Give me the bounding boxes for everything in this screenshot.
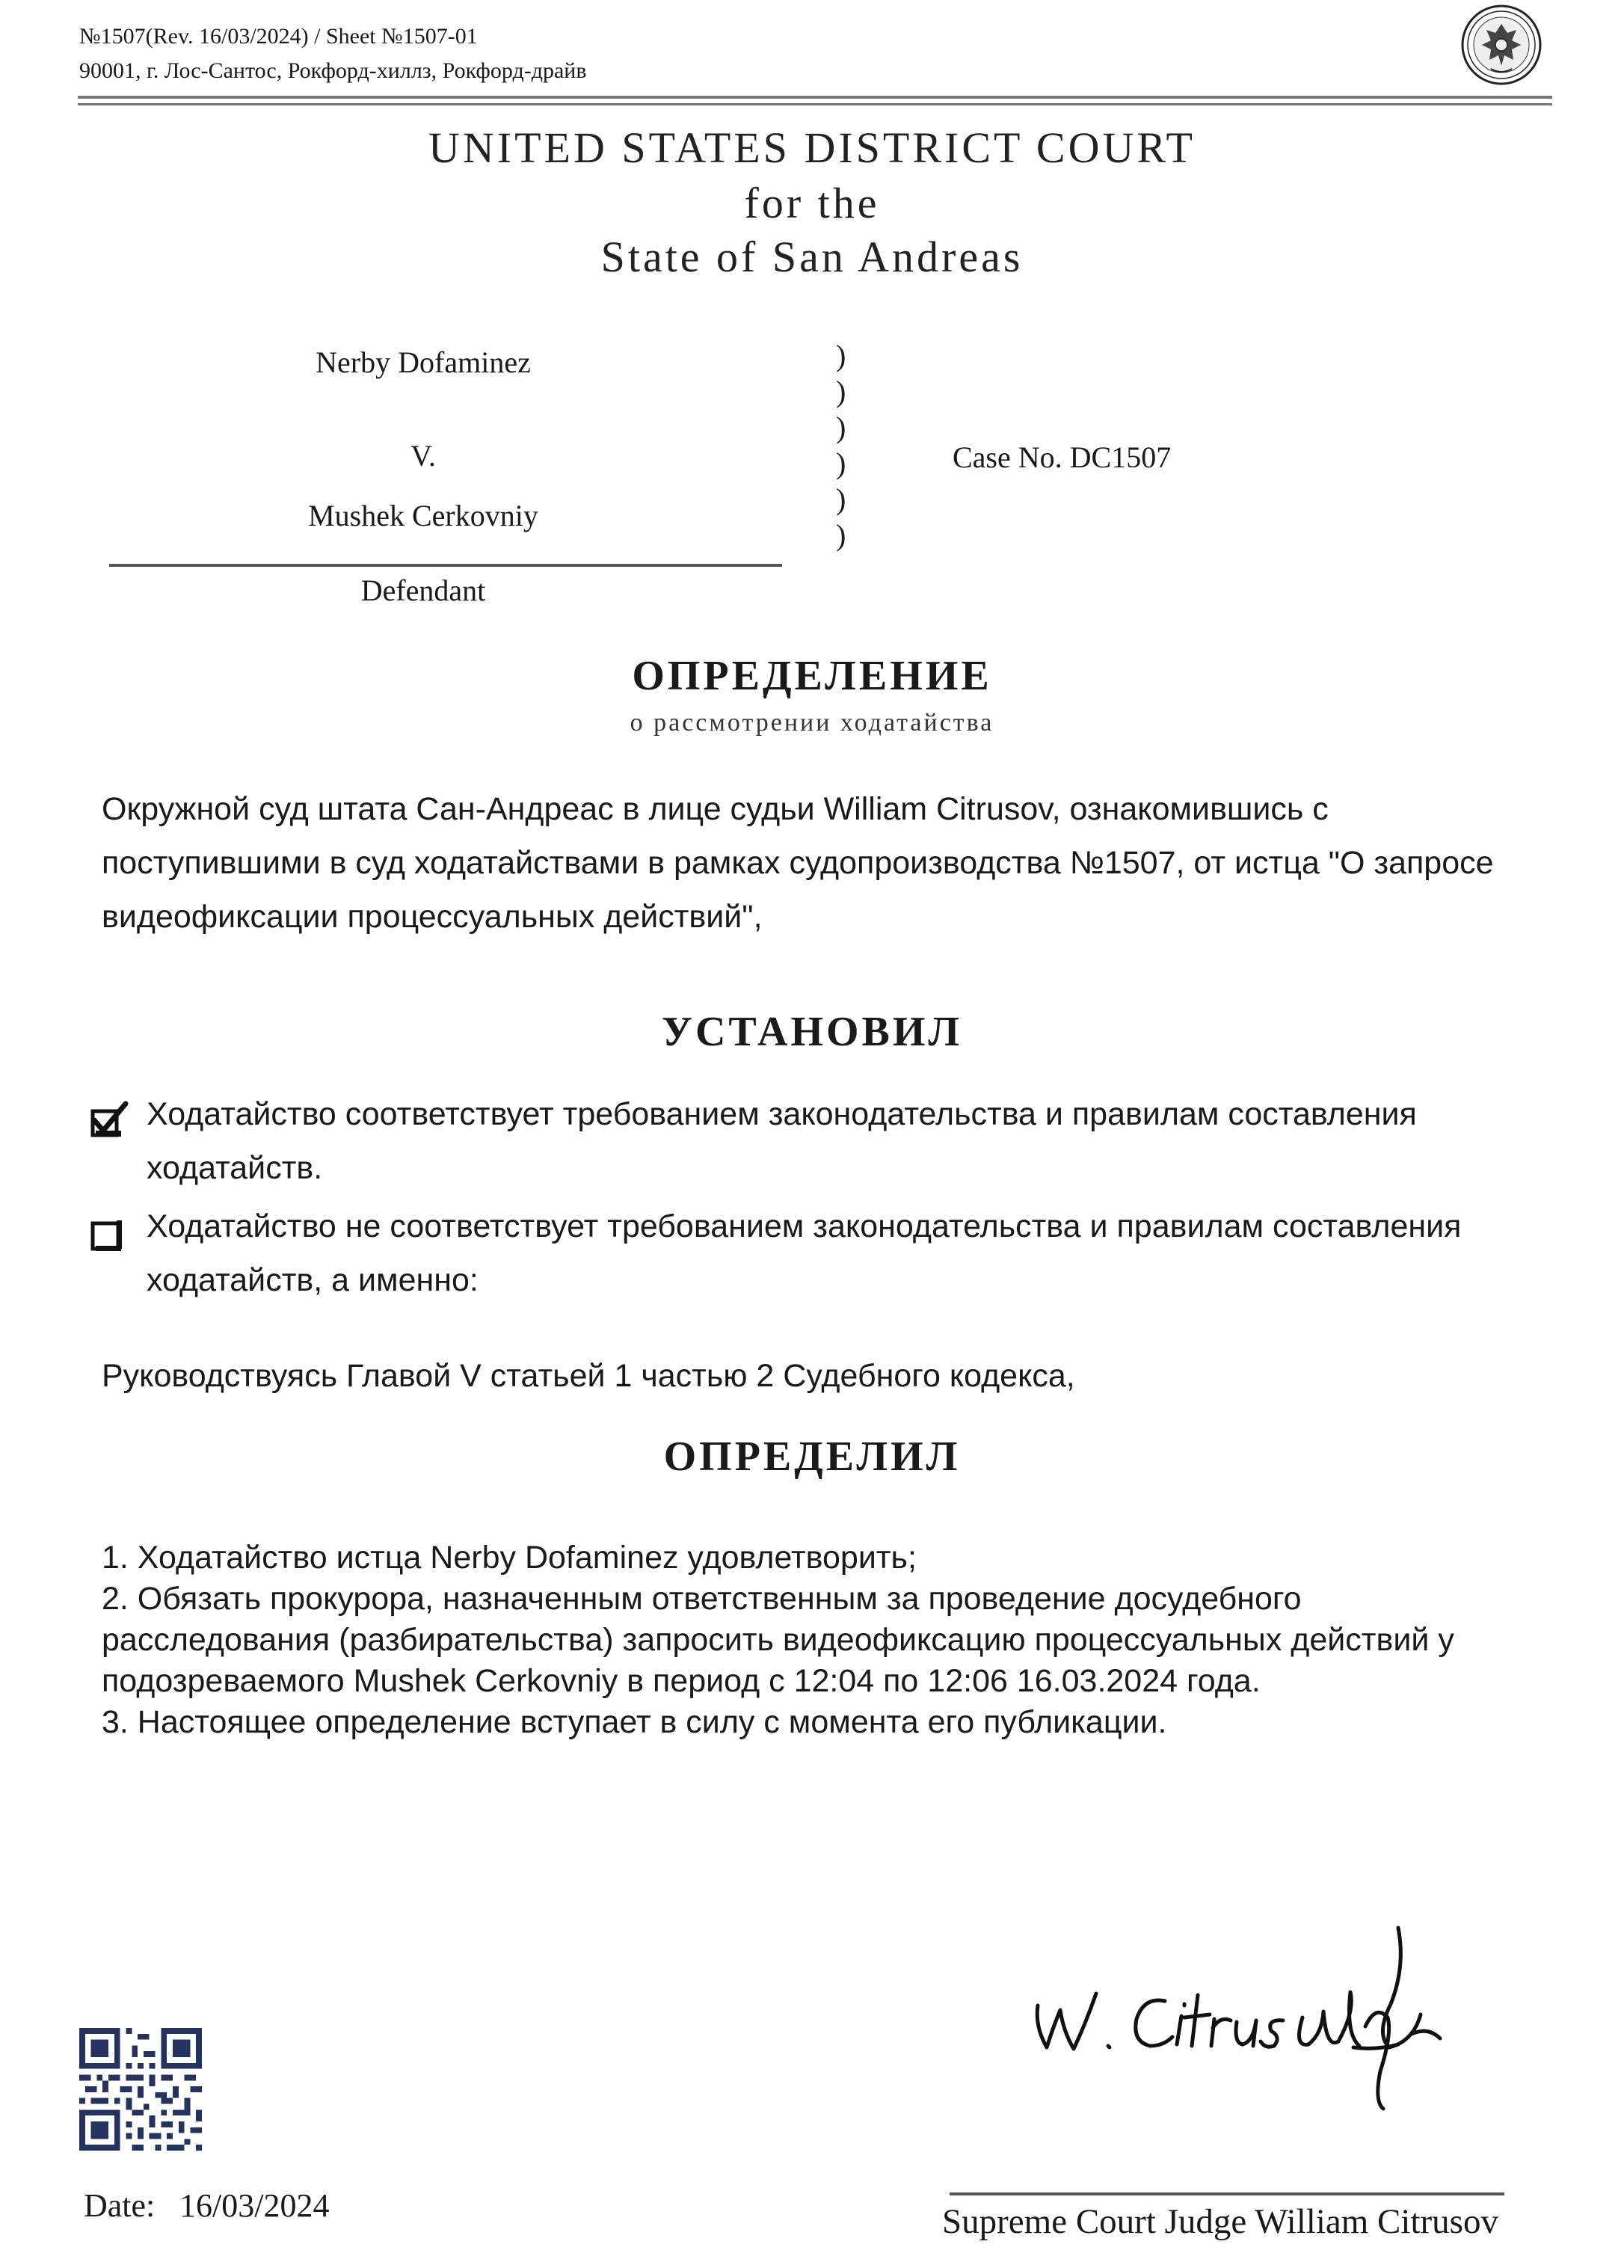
date-label: Date: xyxy=(84,2187,156,2224)
document-reference: №1507(Rev. 16/03/2024) / Sheet №1507-01 xyxy=(79,24,478,49)
defendant-name: Mushek Cerkovniy xyxy=(308,499,538,532)
intro-line: Окружной суд штата Сан-Андреас в лице судьи William Citrusov, ознакомившись с xyxy=(102,791,1329,827)
versus-label: V. xyxy=(410,439,436,473)
ruling-item: 3. Настоящее определение вступает в силу с момента его публикации. xyxy=(102,1704,1167,1740)
checked-checkbox-icon xyxy=(88,1101,129,1141)
ruling-item: 1. Ходатайство истца Nerby Dofaminez удовлетворить; xyxy=(102,1540,917,1576)
plaintiff-name: Nerby Dofaminez xyxy=(316,345,531,379)
caption-paren: ) xyxy=(836,518,846,552)
intro-line: поступившими в суд ходатайствами в рамках судопроизводства №1507, от истца "О запросе xyxy=(102,845,1494,881)
document-subtitle: о рассмотрении ходатайства xyxy=(630,709,994,737)
caption-paren: ) xyxy=(836,446,846,480)
court-address: 90001, г. Лос-Сантос, Рокфорд-хиллз, Рокфорд-драйв xyxy=(79,58,587,83)
caption-paren: ) xyxy=(836,482,846,516)
caption-paren: ) xyxy=(836,411,846,444)
case-number: Case No. DC1507 xyxy=(953,440,1172,474)
signature-rule xyxy=(950,2192,1504,2195)
established-heading: УСТАНОВИЛ xyxy=(661,1009,963,1055)
header-rule-top xyxy=(78,96,1552,99)
court-jurisdiction: State of San Andreas xyxy=(600,233,1024,281)
caption-paren: ) xyxy=(836,375,846,408)
judge-signature xyxy=(1024,1922,1458,2116)
judge-caption: Supreme Court Judge William Citrusov xyxy=(942,2202,1498,2241)
ruling-heading: ОПРЕДЕЛИЛ xyxy=(663,1433,961,1480)
caption-rule xyxy=(109,564,782,567)
ruling-item: расследования (разбирательства) запросить видеофиксацию процессуальных действий у xyxy=(102,1622,1454,1658)
ruling-item: подозреваемого Mushek Cerkovniy в период с 12:04 по 12:06 16.03.2024 года. xyxy=(102,1663,1261,1699)
intro-line: видеофиксации процессуальных действий", xyxy=(102,899,763,935)
option-noncompliant: Ходатайство не соответствует требованием законодательства и правилам составления ходатайств, а именно: xyxy=(147,1208,1462,1298)
header-rule-bottom xyxy=(78,103,1552,105)
option-compliant: Ходатайство соответствует требованием законодательства и правилам составления ходатайств. xyxy=(147,1096,1417,1186)
caption-paren: ) xyxy=(836,339,846,372)
document-title: ОПРЕДЕЛЕНИЕ xyxy=(632,653,992,699)
ruling-list xyxy=(102,1537,1454,1743)
court-seal-icon xyxy=(1460,3,1543,87)
court-for-the: for the xyxy=(744,179,880,227)
guided-by-clause: Руководствуясь Главой V статьей 1 частью 2 Судебного кодекса, xyxy=(102,1358,1075,1394)
intro-paragraph xyxy=(102,782,1494,944)
unchecked-checkbox-icon xyxy=(88,1214,129,1255)
date-value: 16/03/2024 xyxy=(179,2187,330,2224)
qr-code-icon xyxy=(79,2028,202,2151)
court-name: UNITED STATES DISTRICT COURT xyxy=(428,123,1196,172)
ruling-item: 2. Обязать прокурора, назначенным ответственным за проведение досудебного xyxy=(102,1581,1302,1617)
defendant-role-label: Defendant xyxy=(360,574,486,607)
